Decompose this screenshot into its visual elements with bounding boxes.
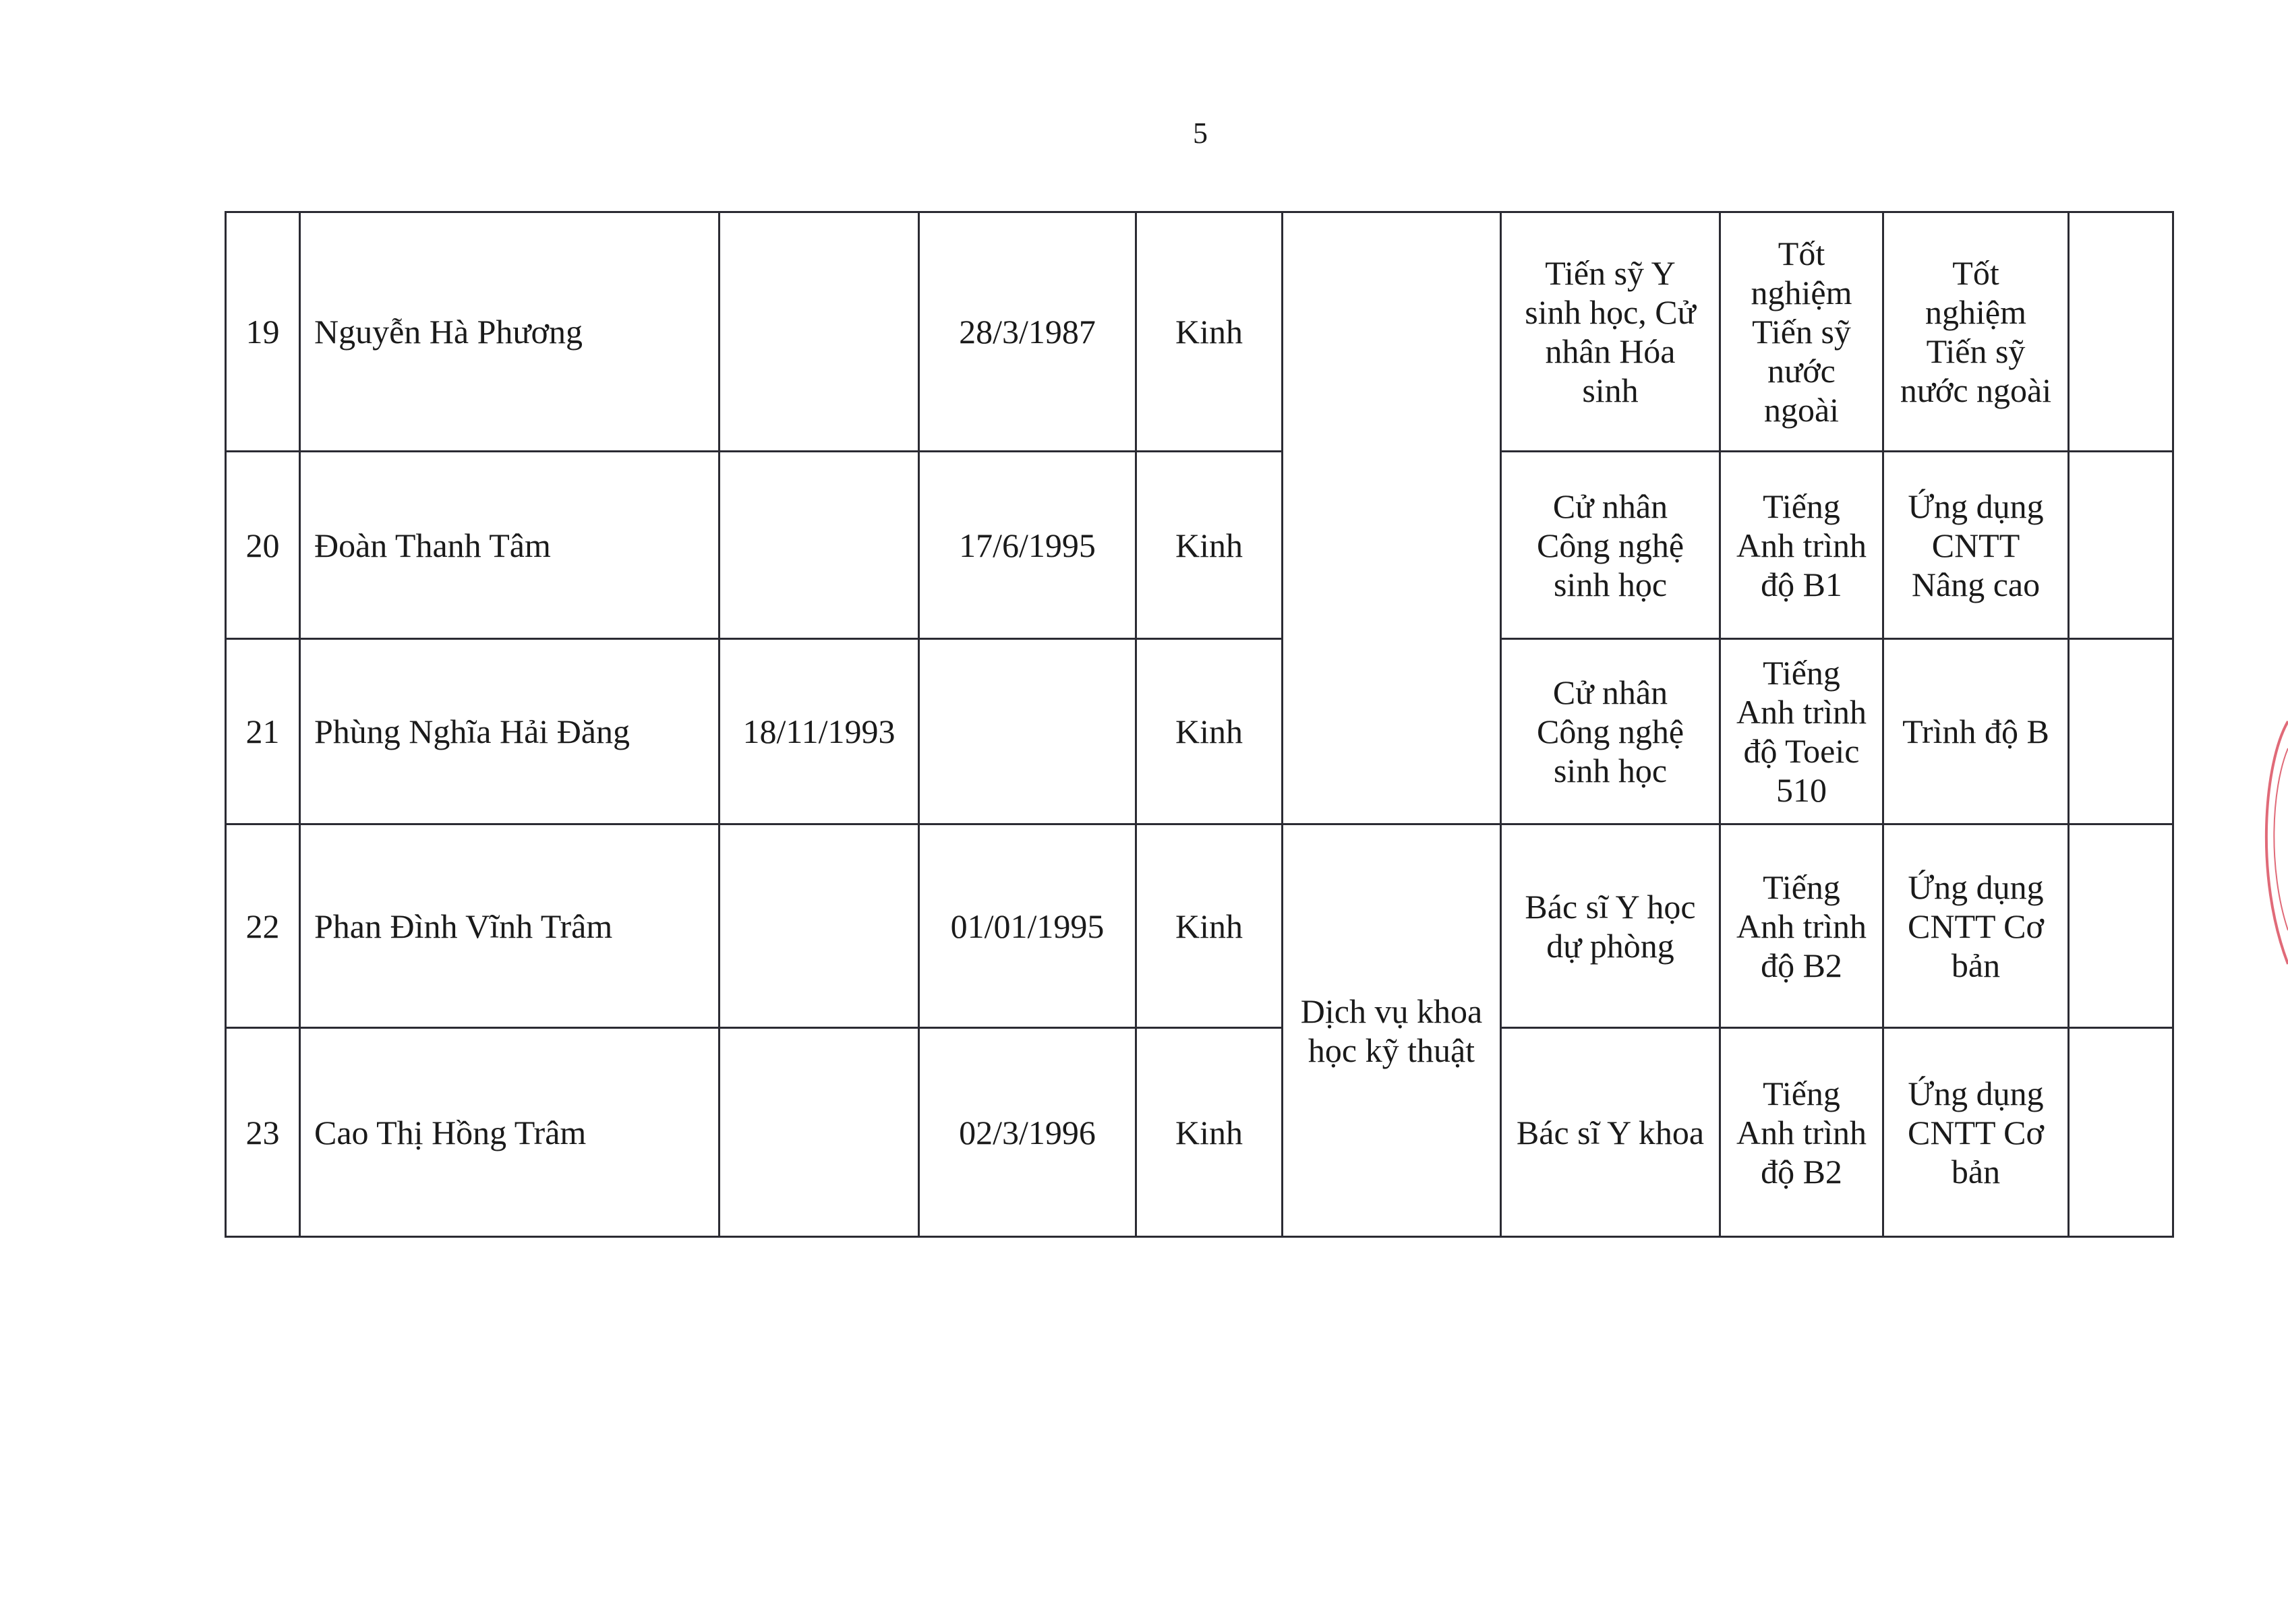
dob-male: 18/11/1993 — [720, 639, 919, 824]
dob-female: 28/3/1987 — [919, 212, 1136, 452]
note — [2069, 452, 2173, 639]
dob-male — [720, 824, 919, 1028]
ethnicity: Kinh — [1136, 212, 1283, 452]
it-skill: Tốt nghiệm Tiến sỹ nước ngoài — [1883, 212, 2069, 452]
foreign-language: Tiếng Anh trình độ B1 — [1720, 452, 1883, 639]
seal-inner-ring — [2274, 748, 2288, 930]
qualification: Bác sĩ Y học dự phòng — [1501, 824, 1720, 1028]
staff-roster-table — [225, 211, 2174, 1238]
it-skill: Trình độ B — [1883, 639, 2069, 824]
dob-female: 01/01/1995 — [919, 824, 1136, 1028]
note — [2069, 639, 2173, 824]
ethnicity: Kinh — [1136, 1028, 1283, 1237]
full-name: Phùng Nghĩa Hải Đăng — [300, 639, 720, 824]
foreign-language: Tiếng Anh trình độ Toeic 510 — [1720, 639, 1883, 824]
table-row — [226, 639, 2173, 824]
foreign-language: Tiếng Anh trình độ B2 — [1720, 1028, 1883, 1237]
dob-male — [720, 212, 919, 452]
qualification: Cử nhân Công nghệ sinh học — [1501, 452, 1720, 639]
table-row — [226, 452, 2173, 639]
dob-female: 02/3/1996 — [919, 1028, 1136, 1237]
it-skill: Ứng dụng CNTT Cơ bản — [1883, 824, 2069, 1028]
it-skill: Ứng dụng CNTT Cơ bản — [1883, 1028, 2069, 1237]
ethnicity: Kinh — [1136, 452, 1283, 639]
row-number: 20 — [226, 452, 300, 639]
full-name: Cao Thị Hồng Trâm — [300, 1028, 720, 1237]
foreign-language: Tốt nghiệm Tiến sỹ nước ngoài — [1720, 212, 1883, 452]
table-row — [226, 1028, 2173, 1237]
dob-male — [720, 1028, 919, 1237]
position-group-cell — [1283, 212, 1501, 824]
qualification: Cử nhân Công nghệ sinh học — [1501, 639, 1720, 824]
row-number: 22 — [226, 824, 300, 1028]
position-group-cell: Dịch vụ khoa học kỹ thuật — [1283, 824, 1501, 1237]
note — [2069, 824, 2173, 1028]
full-name: Nguyễn Hà Phương — [300, 212, 720, 452]
qualification: Bác sĩ Y khoa — [1501, 1028, 1720, 1237]
full-name: Phan Đình Vĩnh Trâm — [300, 824, 720, 1028]
row-number: 21 — [226, 639, 300, 824]
dob-male — [720, 452, 919, 639]
red-seal-stamp-edge — [2261, 708, 2288, 978]
note — [2069, 212, 2173, 452]
dob-female — [919, 639, 1136, 824]
table-row — [226, 824, 2173, 1028]
row-number: 23 — [226, 1028, 300, 1237]
ethnicity: Kinh — [1136, 639, 1283, 824]
page-number: 5 — [1193, 117, 1208, 150]
note — [2069, 1028, 2173, 1237]
dob-female: 17/6/1995 — [919, 452, 1136, 639]
it-skill: Ứng dụng CNTT Nâng cao — [1883, 452, 2069, 639]
foreign-language: Tiếng Anh trình độ B2 — [1720, 824, 1883, 1028]
row-number: 19 — [226, 212, 300, 452]
full-name: Đoàn Thanh Tâm — [300, 452, 720, 639]
ethnicity: Kinh — [1136, 824, 1283, 1028]
qualification: Tiến sỹ Y sinh học, Cử nhân Hóa sinh — [1501, 212, 1720, 452]
table-row — [226, 212, 2173, 452]
